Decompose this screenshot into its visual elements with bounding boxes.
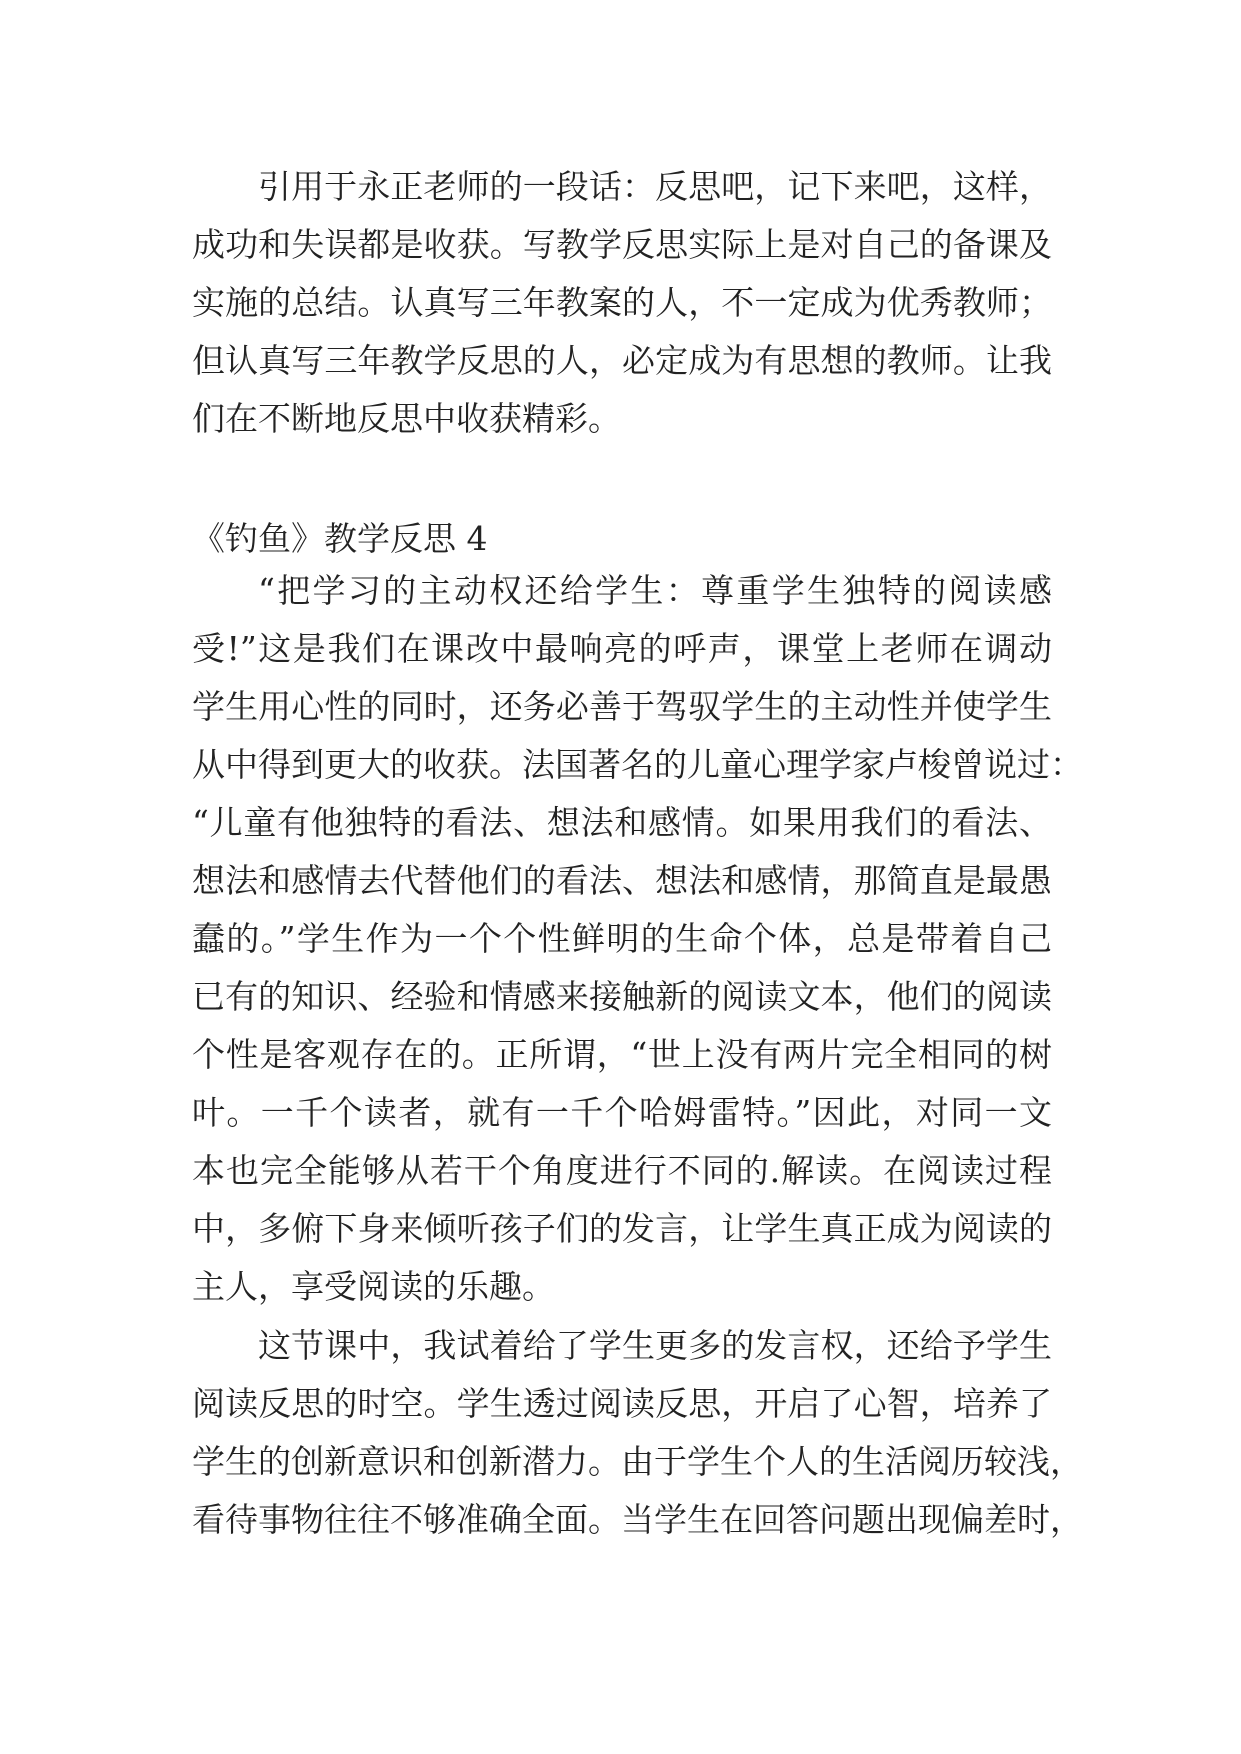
text-line: 受!”这是我们在课改中最响亮的呼声，课堂上老师在调动 [192, 629, 1052, 668]
text-line: 们在不断地反思中收获精彩。 [192, 399, 621, 438]
text-line: 从中得到更大的收获。法国著名的儿童心理学家卢梭曾说过： [192, 745, 1083, 784]
text-line: 本也完全能够从若干个角度进行不同的.解读。在阅读过程 [192, 1151, 1052, 1190]
text-line: “把学习的主动权还给学生：尊重学生独特的阅读感 [258, 571, 1052, 610]
text-line: 主人，享受阅读的乐趣。 [192, 1267, 555, 1306]
text-line: 叶。一千个读者，就有一千个哈姆雷特。”因此，对同一文 [192, 1093, 1052, 1132]
paragraph-reading-autonomy [192, 562, 1083, 1316]
paragraph-class-practice [192, 1317, 1083, 1549]
text-line: 蠢的。”学生作为一个个性鲜明的生命个体，总是带着自己 [192, 919, 1052, 958]
text-line: 学生用心性的同时，还务必善于驾驭学生的主动性并使学生 [192, 687, 1052, 726]
text-line: 实施的总结。认真写三年教案的人，不一定成为优秀教师； [192, 283, 1052, 322]
text-line: 这节课中，我试着给了学生更多的发言权，还给予学生 [258, 1326, 1052, 1365]
text-line: 看待事物往往不够准确全面。当学生在回答问题出现偏差时， [192, 1500, 1083, 1539]
text-line: 已有的知识、经验和情感来接触新的阅读文本，他们的阅读 [192, 977, 1052, 1016]
text-line: “儿童有他独特的看法、想法和感情。如果用我们的看法、 [192, 803, 1052, 842]
paragraph-quote-reflection [192, 158, 1052, 448]
text-line: 但认真写三年教学反思的人，必定成为有思想的教师。让我 [192, 341, 1052, 380]
text-line: 阅读反思的时空。学生透过阅读反思，开启了心智，培养了 [192, 1384, 1052, 1423]
text-line: 成功和失误都是收获。写教学反思实际上是对自己的备课及 [192, 225, 1052, 264]
text-line: 学生的创新意识和创新潜力。由于学生个人的生活阅历较浅， [192, 1442, 1083, 1481]
text-line: 引用于永正老师的一段话：反思吧，记下来吧，这样， [258, 167, 1052, 206]
section-heading: 《钓鱼》教学反思 4 [192, 519, 488, 558]
text-line: 个性是客观存在的。正所谓，“世上没有两片完全相同的树 [192, 1035, 1052, 1074]
text-line: 想法和感情去代替他们的看法、想法和感情，那简直是最愚 [192, 861, 1052, 900]
text-line: 中，多俯下身来倾听孩子们的发言，让学生真正成为阅读的 [192, 1209, 1052, 1248]
